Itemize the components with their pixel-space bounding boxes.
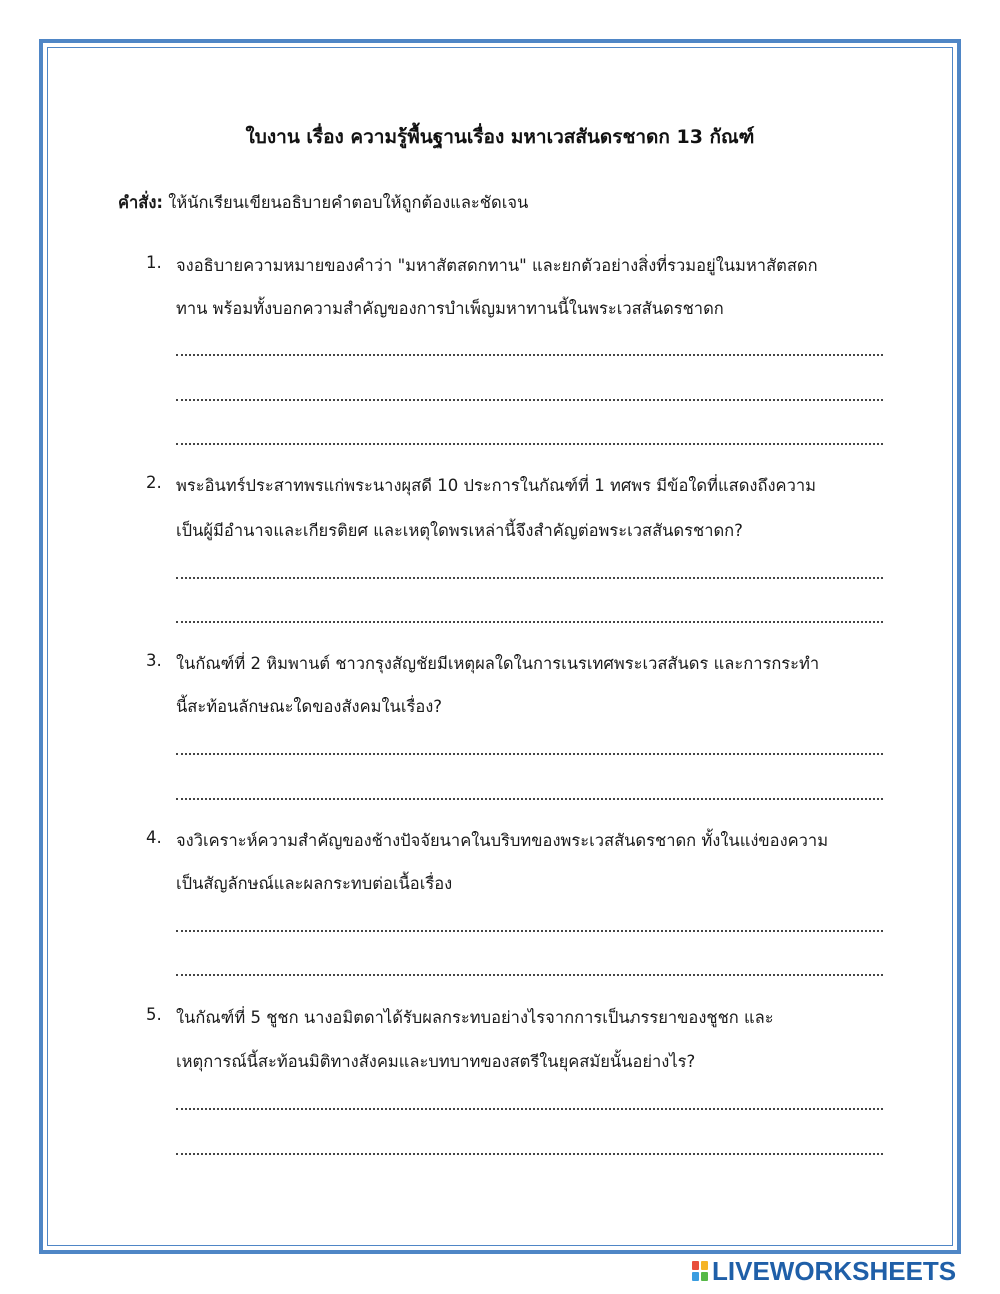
question-2-line-2: เป็นผู้มีอำนาจและเกียรติยศ และเหตุใดพรเหล่านี้จึงสำคัญต่อพระเวสสันดรชาดก? <box>176 521 743 540</box>
question-1-number: 1. <box>146 253 162 272</box>
question-3-number: 3. <box>146 651 162 670</box>
answer-line-5-1[interactable] <box>176 1106 883 1110</box>
question-4-line-2: เป็นสัญลักษณ์และผลกระทบต่อเนื้อเรื่อง <box>176 874 453 893</box>
question-2-line-1: พระอินทร์ประสาทพรแก่พระนางผุสดี 10 ประการในกัณฑ์ที่ 1 ทศพร มีข้อใดที่แสดงถึงความ <box>176 476 816 495</box>
question-3-line-1: ในกัณฑ์ที่ 2 หิมพานต์ ชาวกรุงสัญชัยมีเหตุผลใดในการเนรเทศพระเวสสันดร และการกระทำ <box>176 654 820 673</box>
question-1-line-1: จงอธิบายความหมายของคำว่า "มหาสัตสดกทาน" และยกตัวอย่างสิ่งที่รวมอยู่ในมหาสัตสดก <box>176 256 818 275</box>
answer-line-3-1[interactable] <box>176 751 883 755</box>
question-2-number: 2. <box>146 473 162 492</box>
instruction <box>118 190 528 216</box>
question-1-line-2: ทาน พร้อมทั้งบอกความสำคัญของการบำเพ็ญมหาทานนี้ในพระเวสสันดรชาดก <box>176 299 724 318</box>
answer-line-1-1[interactable] <box>176 352 883 356</box>
answer-line-2-2[interactable] <box>176 619 883 623</box>
answer-line-2-1[interactable] <box>176 575 883 579</box>
answer-line-1-2[interactable] <box>176 397 883 401</box>
answer-line-3-2[interactable] <box>176 796 883 800</box>
answer-line-1-3[interactable] <box>176 441 883 445</box>
instruction-text: ให้นักเรียนเขียนอธิบายคำตอบให้ถูกต้องและชัดเจน <box>163 193 529 212</box>
question-5-line-1: ในกัณฑ์ที่ 5 ชูชก นางอมิตดาได้รับผลกระทบอย่างไรจากการเป็นภรรยาของชูชก และ <box>176 1008 774 1027</box>
question-3-line-2: นี้สะท้อนลักษณะใดของสังคมในเรื่อง? <box>176 697 443 716</box>
question-5-number: 5. <box>146 1005 162 1024</box>
worksheet-title: ใบงาน เรื่อง ความรู้พื้นฐานเรื่อง มหาเวสสันดรชาดก 13 กัณฑ์ <box>245 126 755 148</box>
answer-line-4-2[interactable] <box>176 972 883 976</box>
logo-blocks-icon <box>692 1261 708 1281</box>
answer-line-5-2[interactable] <box>176 1151 883 1155</box>
question-4-number: 4. <box>146 828 162 847</box>
logo-text: LIVEWORKSHEETS <box>712 1255 957 1286</box>
liveworksheets-logo[interactable] <box>692 1257 956 1285</box>
question-4-line-1: จงวิเคราะห์ความสำคัญของช้างปัจจัยนาคในบริบทของพระเวสสันดรชาดก ทั้งในแง่ของความ <box>176 831 829 850</box>
answer-line-4-1[interactable] <box>176 928 883 932</box>
instruction-label: คำสั่ง: <box>118 193 164 212</box>
question-5-line-2: เหตุการณ์นี้สะท้อนมิติทางสังคมและบทบาทของสตรีในยุคสมัยนั้นอย่างไร? <box>176 1052 696 1071</box>
